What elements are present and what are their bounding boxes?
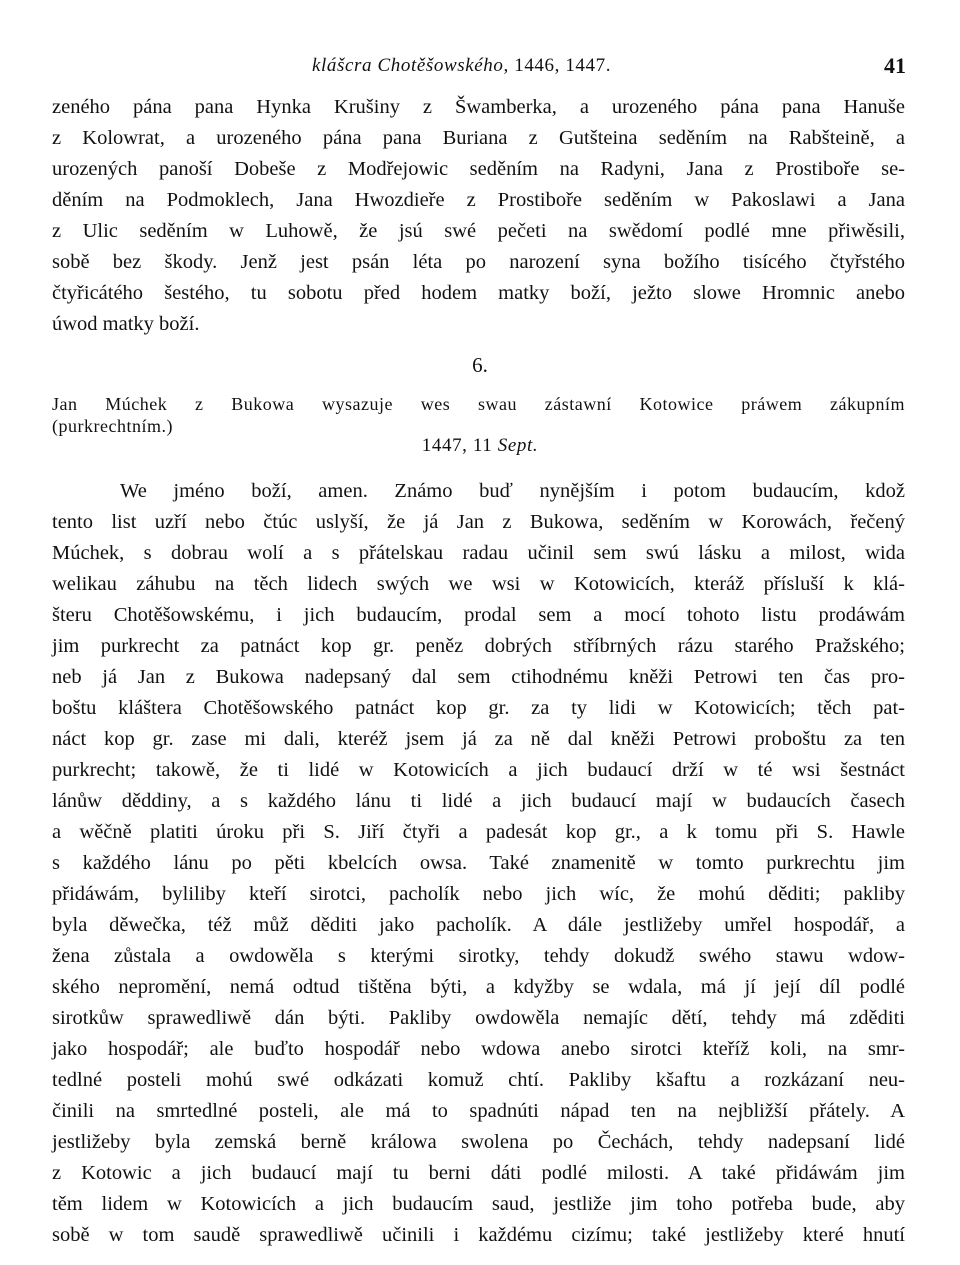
text-line: žena zůstala a owdowěla s kterými sirotky, tehdy dokudž swého stawu wdow- (52, 945, 905, 967)
running-head-title-italic: klášcra Chotěšowského, (312, 55, 509, 76)
text-line: sobě w tom saudě sprawedliwě učinili i každému cizímu; také jestližeby které hnutí (52, 1224, 905, 1246)
text-line: děním na Podmoklech, Jana Hwozdieře z Prostiboře seděním w Pakoslawi a Jana (52, 189, 905, 211)
text-line: náct kop gr. zase mi dali, kteréž jsem já za ně dal kněži Petrowi proboštu za ten (52, 728, 905, 750)
text-line: Múchek, s dobrau wolí a s přátelskau radau učinil sem swú lásku a milost, wida (52, 542, 905, 564)
page-number: 41 (884, 53, 906, 78)
running-head-years: 1446, 1447. (514, 55, 612, 76)
text-line: přidáwám, byliliby kteří sirotci, pacholík nebo jich wíc, že mohú děditi; pakliby (52, 883, 905, 905)
date-text: 1447, 11 (421, 435, 493, 456)
text-line: z Kotowic a jich budaucí mají tu berni dáti podlé milosti. A také přidáwám jim (52, 1162, 905, 1184)
regest-line: Jan Múchek z Bukowa wysazuje wes swau zástawní Kotowice práwem zákupním (52, 394, 905, 414)
text-line: purkrecht; takowě, že ti lidé w Kotowicích a jich budaucí drží w té wsi šestnáct (52, 759, 905, 781)
text-line: urozených panoší Dobeše z Modřejowic seděním na Radyni, Jana z Prostiboře se- (52, 158, 905, 180)
text-line: sirotkůw sprawedliwě dán býti. Pakliby owdowěla nemajíc dětí, tehdy má zděditi (52, 1007, 905, 1029)
text-line: neb já Jan z Bukowa nadepsaný dal sem ctihodnému kněži Petrowi ten čas pro- (52, 666, 905, 688)
running-head (50, 55, 906, 85)
text-line: úwod matky boží. (52, 313, 200, 335)
text-line: a wěčně platiti úroku při S. Jiří čtyři a padesát kop gr., a k tomu při S. Hawle (52, 821, 905, 843)
text-line: jim purkrecht za patnáct kop gr. peněz dobrých stříbrných rázu starého Pražského; (52, 635, 905, 657)
running-head-title (312, 55, 611, 77)
date-month: Sept. (497, 435, 539, 456)
text-line: zeného pána pana Hynka Krušiny z Šwamberka, a urozeného pána pana Hanuše (52, 96, 905, 118)
text-line: z Kolowrat, a urozeného pána pana Buriana z Gutšteina seděním na Rabšteině, a (52, 127, 905, 149)
text-line: welikau záhubu na těch lidech swých we wsi w Kotowicích, kteráž přísluší k klá- (52, 573, 905, 595)
document-number: 6. (472, 353, 488, 377)
text-line: z Ulic seděním w Luhowě, že jsú swé pečeti na swědomí podlé mne přiwěsili, (52, 220, 905, 242)
text-line: ského nepromění, nemá odtud tištěna býti, a kdyžby se wdala, má jí její díl podlé (52, 976, 905, 998)
text-line: jestližeby byla zemská berně králowa swolena po Čechách, tehdy nadepsaní lidé (52, 1131, 905, 1153)
text-line: byla děwečka, též můž děditi jako pacholík. A dále jestližeby umřel hospodář, a (52, 914, 905, 936)
text-line: čtyřicátého šestého, tu sobotu před hodem matky boží, ježto slowe Hromnic anebo (52, 282, 905, 304)
regest-line: (purkrechtním.) (52, 416, 173, 436)
text-line: tedlné posteli mohú swé odkázati komuž chtí. Pakliby kšaftu a rozkázaní neu- (52, 1069, 905, 1091)
text-line: tento list uzří nebo čtúc uslyší, že já Jan z Bukowa, seděním w Korowách, řečený (52, 511, 905, 533)
text-line: We jméno boží, amen. Známo buď nynějším i potom budaucím, kdož (120, 480, 905, 502)
text-line: jako hospodář; ale buďto hospodář nebo wdowa anebo sirotci kteříž koli, na smr- (52, 1038, 905, 1060)
text-line: boštu kláštera Chotěšowského patnáct kop gr. za ty lidi w Kotowicích; těch pat- (52, 697, 905, 719)
text-line: sobě bez škody. Jenž jest psán léta po narození syna božího tisícého čtyřstého (52, 251, 905, 273)
text-line: lánůw děddiny, a s každého lánu ti lidé a jich budaucí mají w budaucích časech (52, 790, 905, 812)
document-date (0, 435, 960, 457)
text-line: s každého lánu po pěti kbelcích owsa. Také znamenitě w tomto purkrechtu jim (52, 852, 905, 874)
text-line: činili na smrtedlné posteli, ale má to spadnúti nápad ten na nejbližší přátely. A (52, 1100, 905, 1122)
text-line: těm lidem w Kotowicích a jich budaucím saud, jestliže jim toho potřeba bude, aby (52, 1193, 905, 1215)
text-line: šteru Chotěšowskému, i jich budaucím, prodal sem a mocí tohoto listu prodáwám (52, 604, 905, 626)
